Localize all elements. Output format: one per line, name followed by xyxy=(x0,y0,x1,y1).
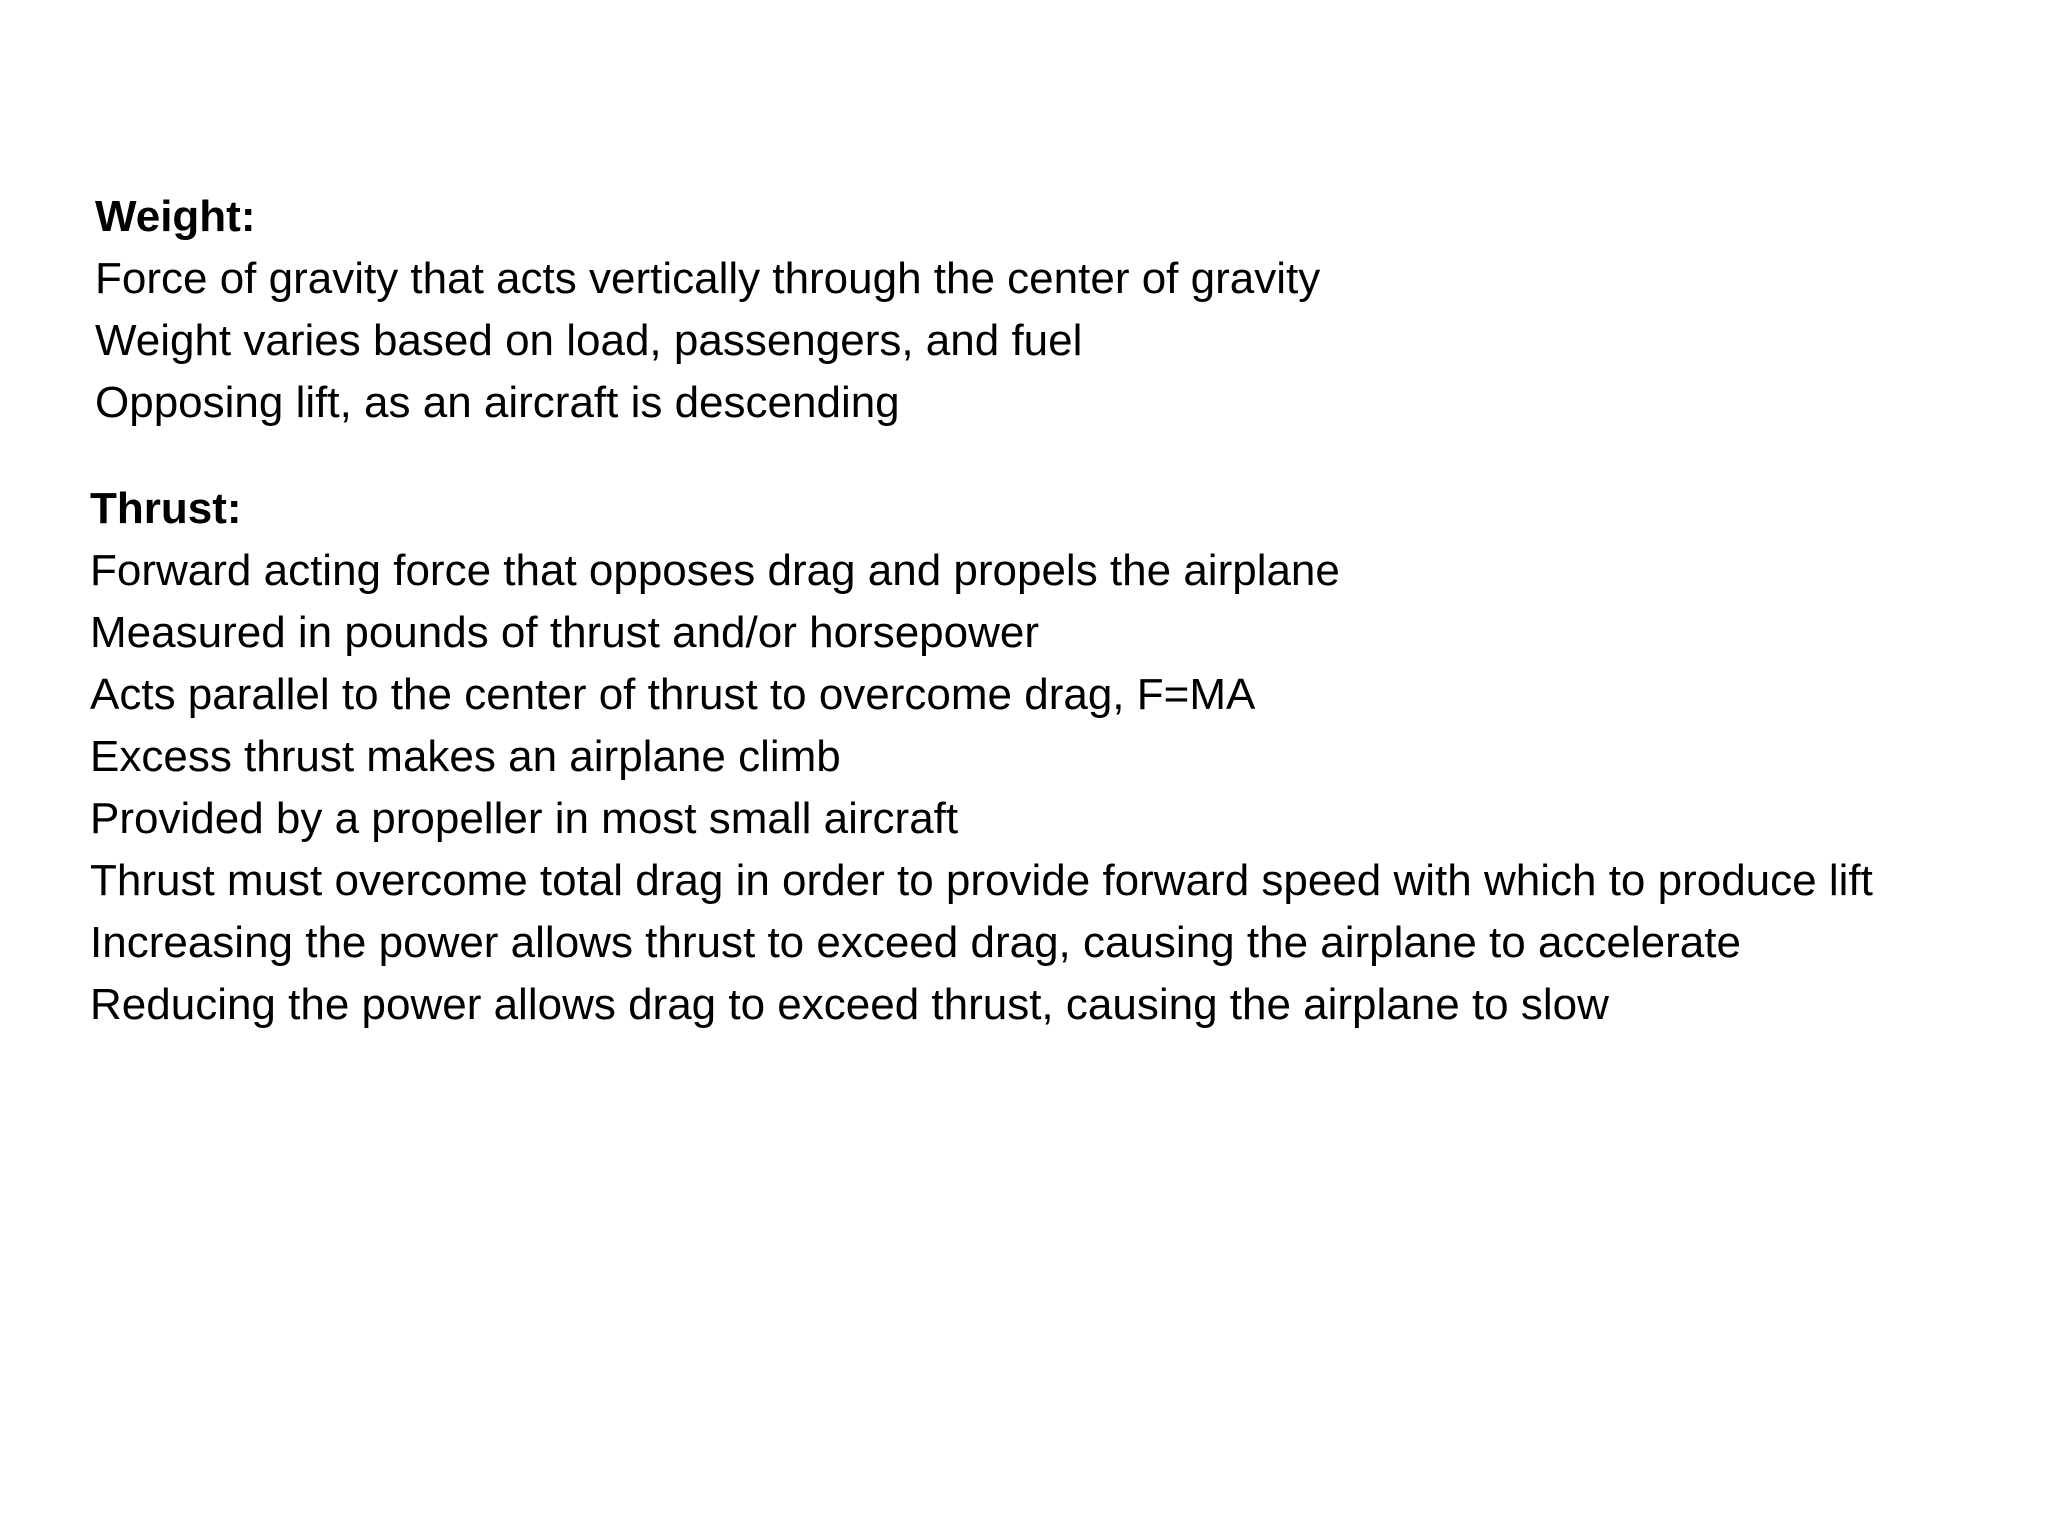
weight-line: Force of gravity that acts vertically through the center of gravity xyxy=(95,254,1321,303)
thrust-line: Excess thrust makes an airplane climb xyxy=(90,732,841,781)
thrust-line: Forward acting force that opposes drag and propels the airplane xyxy=(90,546,1340,595)
thrust-heading: Thrust: xyxy=(90,484,242,533)
thrust-line: Reducing the power allows drag to exceed thrust, causing the airplane to slow xyxy=(90,980,1609,1029)
thrust-section xyxy=(90,478,1990,1036)
thrust-line: Thrust must overcome total drag in order to provide forward speed with which to produce lift xyxy=(90,856,1873,905)
weight-list xyxy=(95,248,1945,434)
thrust-line: Measured in pounds of thrust and/or horsepower xyxy=(90,608,1040,657)
weight-line: Opposing lift, as an aircraft is descending xyxy=(95,378,900,427)
weight-heading: Weight: xyxy=(95,192,256,241)
weight-section xyxy=(95,186,1945,434)
weight-line: Weight varies based on load, passengers, and fuel xyxy=(95,316,1083,365)
thrust-line: Acts parallel to the center of thrust to overcome drag, F=MA xyxy=(90,670,1256,719)
thrust-line: Provided by a propeller in most small aircraft xyxy=(90,794,959,843)
thrust-line: Increasing the power allows thrust to exceed drag, causing the airplane to accelerate xyxy=(90,918,1741,967)
thrust-list xyxy=(90,540,1990,1036)
